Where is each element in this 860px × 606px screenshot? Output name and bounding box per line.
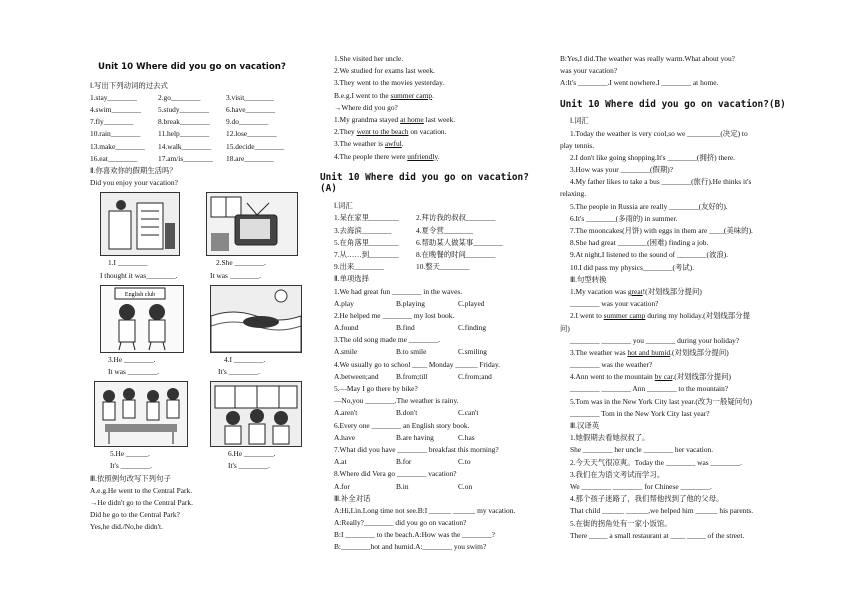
- mc-options: A.aren't B.don't C.can't: [334, 408, 479, 418]
- vocab-line: 9.At night,I listened to the sound of ________(波浪).: [570, 250, 729, 260]
- verb-item: 17.am/is________: [158, 153, 213, 163]
- caption: I thought it was________.: [100, 270, 178, 280]
- translation-line: There _____ a small restaurant at ____ _____ of the street.: [570, 530, 745, 540]
- mc-question: 4.We usually go to school ____ Monday ______ Friday.: [334, 359, 501, 369]
- dialogue-line: was your vacation?: [560, 66, 618, 76]
- vocab-line: 2.I don't like going shopping.It's ________(拥挤) there.: [570, 152, 736, 162]
- verb-item: 9.do________: [226, 117, 269, 127]
- section-heading: Ⅰ.词汇: [334, 201, 353, 211]
- mc-options: A.found B.find C.finding: [334, 323, 487, 333]
- illustration-bus-picture: [210, 381, 302, 447]
- sentence: 4.The people there were unfriendly.: [334, 151, 440, 161]
- column-3: [560, 54, 792, 543]
- dialogue-line: A:Really?________ did you go on vacation?: [334, 518, 467, 528]
- vocab-line: 5.The people in Russia are really ________(友好的).: [570, 201, 728, 211]
- vocab-row: 7.从……到________ 8.在晚餐的时间________: [334, 249, 496, 259]
- english-club-sign: English club: [124, 291, 156, 298]
- illustration-beach-picture: [210, 285, 302, 353]
- picture-row: [90, 285, 312, 353]
- verb-item: 6.have________: [226, 105, 276, 115]
- verb-row: [90, 105, 312, 117]
- verb-row: [90, 129, 312, 141]
- dialogue-line: B:Yes,I did.The weather was really warm.What about you?: [560, 54, 735, 63]
- verb-item: 4.swim________: [90, 105, 142, 115]
- section-heading: Ⅲ.补全对话: [334, 493, 371, 503]
- unit-title: Unit 10 Where did you go on vacation?: [98, 62, 286, 72]
- transform-line: 问): [560, 323, 570, 333]
- picture-row: [90, 381, 312, 447]
- mc-options: A.between;and B.from;till C.from;and: [334, 371, 492, 381]
- verb-item: 12.lose________: [226, 129, 277, 139]
- picture-row: [90, 192, 312, 256]
- example-line: A.e.g.He went to the Central Park.: [90, 485, 193, 495]
- dialogue-line: A:It's ________.I went nowhere.I ________ at home.: [560, 78, 719, 88]
- dialogue-line: B:________hot and humid.A:________ you swim?: [334, 542, 487, 552]
- mc-question: 8.Where did Vera go ________ vacation?: [334, 469, 457, 479]
- verb-item: 11.help________: [158, 129, 210, 139]
- vocab-row: 3.去海滨________ 4.夏令营________: [334, 225, 474, 235]
- vocab-row: 1.呆在家里________ 2.拜访我的叔叔________: [334, 213, 496, 223]
- verb-row: [90, 93, 312, 105]
- verb-item: 7.fly________: [90, 117, 134, 127]
- mc-options: A.have B.are having C.has: [334, 432, 475, 442]
- vocab-row: 5.在角落里________ 6.帮助某人做某事________: [334, 237, 503, 247]
- caption: 1.I ________: [108, 258, 148, 268]
- illustration-tv-picture: [206, 192, 298, 256]
- verb-item: 13.make________: [90, 141, 145, 151]
- picture-caption-row: [90, 355, 312, 367]
- section-heading: Ⅲ.依照例句改写下列句子: [90, 473, 171, 483]
- translation-line: 2.今天天气很凉爽。Today the ________ was ________.: [570, 457, 742, 467]
- sentence: 3.The weather is awful.: [334, 139, 404, 149]
- caption: 4.I ________.: [224, 354, 266, 364]
- mc-question: —No,you ________.The weather is rainy.: [334, 396, 459, 406]
- picture-caption-row: [90, 367, 312, 379]
- example-line: Did he go to the Central Park?: [90, 510, 180, 520]
- section-heading: Ⅱ.单项选择: [334, 274, 370, 284]
- caption: It was ________.: [210, 270, 262, 280]
- sentence: 2.We studied for exams last week.: [334, 66, 435, 76]
- mc-question: 5.—May I go there by bike?: [334, 384, 418, 393]
- translation-line: 4.那个孩子迷路了，我们帮他找到了他的父母。: [570, 494, 724, 504]
- vocab-line: 3.How was your ________(假期)?: [570, 165, 674, 175]
- verb-row: [90, 142, 312, 154]
- illustration-party-picture: [94, 381, 188, 447]
- mc-options: A.play B.playing C.played: [334, 298, 485, 308]
- vocab-row: 9.出来________ 10.整天________: [334, 262, 470, 272]
- verb-item: 1.stay________: [90, 92, 138, 102]
- vocab-line: 7.The mooncakes(月饼) with eggs in them are ____(美味的).: [570, 226, 753, 235]
- mc-question: 6.Every one ________ an English story book.: [334, 420, 470, 430]
- caption: 5.He ______.: [110, 449, 151, 459]
- verb-item: 5.study________: [158, 105, 210, 115]
- transform-line: 5.Tom was in the New York City last year.(改为一般疑问句): [570, 396, 752, 406]
- sentence: 2.They went to the beach on vacation.: [334, 127, 447, 137]
- transform-line: 2.I went to summer camp during my holiday.(对划线部分提: [570, 311, 750, 321]
- translation-line: 1.她假期去看她叔叔了。: [570, 433, 650, 443]
- mc-options: A.at B.for C.to: [334, 457, 471, 467]
- column-1: [90, 0, 312, 534]
- section-heading: Ⅰ.写出下列动词的过去式: [90, 80, 168, 90]
- section-heading: Ⅰ.词汇: [570, 116, 589, 126]
- mc-question: 7.What did you have ________ breakfast this morning?: [334, 444, 499, 454]
- translation-line: She ________ her uncle ________ her vacation.: [570, 445, 714, 455]
- verb-item: 15.decide________: [226, 141, 285, 151]
- section-heading: Ⅱ.你喜欢你的假期生活吗？: [90, 166, 177, 176]
- caption: It's ________.: [218, 366, 260, 376]
- vocab-line: play tennis.: [560, 140, 595, 150]
- verb-item: 3.visit________: [226, 92, 274, 102]
- caption: 3.He ________.: [108, 354, 156, 364]
- picture-caption-row: [90, 271, 312, 283]
- verb-item: 14.walk________: [158, 141, 212, 151]
- dialogue-line: B:I ________ to the beach.A:How was the ________?: [334, 530, 495, 540]
- vocab-line: 4.My father likes to take a bus ________(旅行).He thinks it's: [570, 177, 752, 187]
- picture-caption-row: [90, 461, 312, 473]
- unit-title-a: Unit 10 Where did you go on vacation?(A): [320, 171, 529, 195]
- transform-line: ________ ________ you ________ during your holiday?: [570, 335, 740, 345]
- transform-line: ________ Tom in the New York City last year?: [570, 408, 710, 418]
- question-text: Did you enjoy your vacation?: [90, 178, 178, 188]
- picture-caption-row: [90, 449, 312, 461]
- transform-line: 1.My vacation was great!(对划线部分提问): [570, 286, 702, 296]
- column-2: [320, 54, 542, 555]
- caption: It's ________.: [110, 461, 152, 471]
- mc-options: A.smile B.to smile C.smiling: [334, 347, 487, 357]
- sentence: 3.They went to the movies yesterday.: [334, 78, 445, 88]
- translation-line: 3.我们在为语文考试而学习。: [570, 469, 665, 479]
- vocab-line: 10.I did pass my physics________(考试).: [570, 262, 694, 272]
- translation-line: That child ______ ______,we helped him ______ his parents.: [570, 506, 754, 516]
- caption: 2.She ________.: [216, 258, 266, 268]
- dialogue-line: A:Hi,Lin.Long time not see.B:I ______ ______ my vacation.: [334, 505, 516, 515]
- caption: 6.He ________.: [228, 449, 276, 459]
- vocab-line: 6.It's ________(多雨的) in summer.: [570, 213, 678, 223]
- translation-line: 5.在街的拐角处有一家小饭馆。: [570, 518, 672, 528]
- vocab-list: [334, 213, 542, 274]
- verb-row: [90, 117, 312, 129]
- sentence: 1.My grandma stayed at home last week.: [334, 114, 456, 124]
- mc-options: A.for B.in C.on: [334, 481, 473, 491]
- vocab-line: relaxing.: [560, 189, 587, 199]
- transform-line: ________ was the weather?: [570, 360, 653, 370]
- transform-line: ________ ________ Ann ________ to the mountain?: [570, 384, 729, 394]
- verb-item: 8.break________: [158, 117, 210, 127]
- verb-row: [90, 154, 312, 166]
- sentence: 1.She visited her uncle.: [334, 54, 404, 63]
- section-heading: Ⅲ.汉译英: [570, 421, 600, 430]
- sentence: B.e.g.I went to the summer camp.: [334, 90, 434, 100]
- mc-question: 1.We had great fun ________ in the waves.: [334, 286, 463, 296]
- verb-item: 16.eat________: [90, 153, 138, 163]
- translation-line: We ________ ________ for Chinese ________.: [570, 481, 712, 491]
- verb-item: 10.rain________: [90, 129, 141, 139]
- verb-item: 2.go________: [158, 92, 201, 102]
- illustration-english-club-picture: [100, 285, 184, 353]
- mc-question: 3.The old song made me ________.: [334, 335, 441, 345]
- caption: It was ________.: [108, 366, 160, 376]
- sentence: →Where did you go?: [334, 102, 398, 112]
- transform-line: 4.Ann went to the mountain by car.(对划线部分提问): [570, 372, 731, 382]
- vocab-list: [560, 129, 792, 275]
- illustration-house-picture: [100, 192, 180, 256]
- picture-caption-row: [90, 258, 312, 270]
- vocab-line: 8.She had great ________(困难) finding a job.: [570, 238, 709, 248]
- mc-question: 2.He helped me ________ my lost book.: [334, 310, 455, 320]
- verb-item: 18.are________: [226, 153, 274, 163]
- example-line: Yes,he did./No,he didn't.: [90, 522, 163, 532]
- transform-line: 3.The weather was hot and humid.(对划线部分提问): [570, 347, 729, 357]
- vocab-line: 1.Today the weather is very cool,so we _________(决定) to: [570, 128, 748, 138]
- example-line: →He didn't go to the Central Park.: [90, 497, 193, 507]
- unit-title-b: Unit 10 Where did you go on vacation?(B): [560, 98, 786, 110]
- section-heading: Ⅲ.句型转换: [570, 274, 607, 284]
- multiple-choice-list: [334, 287, 542, 494]
- verb-list: [90, 93, 312, 166]
- caption: It's ________.: [228, 461, 270, 471]
- transform-line: ________ was your vacation?: [570, 299, 659, 309]
